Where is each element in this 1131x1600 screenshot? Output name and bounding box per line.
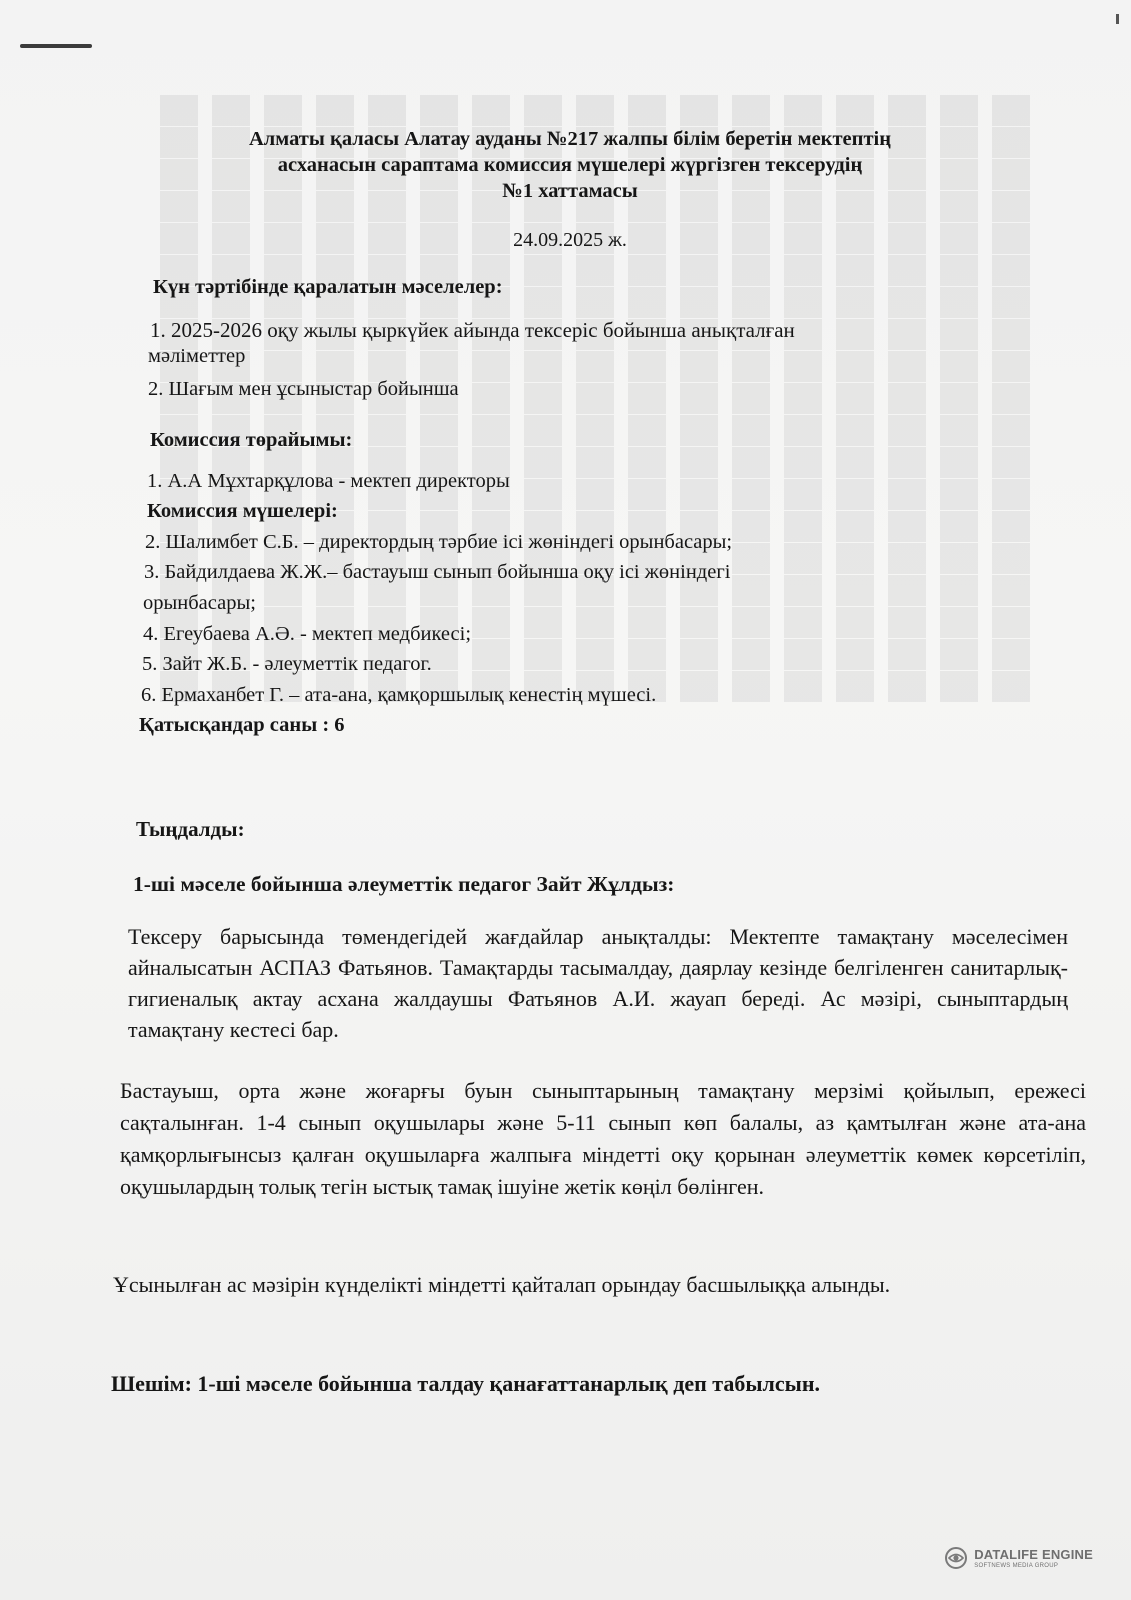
paper-edge-dot	[1116, 14, 1119, 24]
chair-entry: 1. А.А Мұхтарқұлова - мектеп директоры	[147, 470, 510, 492]
member-entry-2: 2. Шалимбет С.Б. – директордың тәрбие ісі жөніндегі орынбасары;	[145, 531, 733, 553]
document-date: 24.09.2025 ж.	[513, 229, 627, 251]
hearing-paragraph-3: Ұсынылған ас мәзірін күнделікті міндетті қайталап орындау басшылыққа алынды.	[113, 1272, 891, 1297]
hearing-paragraph-1: Тексеру барысында төмендегідей жағдайлар анықталды: Мектепте тамақтану мәселесімен айналысатын АСПАЗ Фатьянов. Тамақтарды тасымалдау, даярлау кезінде белгіленген санитарлық-гигиеналық актау асхана жалдаушы Фатьянов А.И. жауап береді. Ас мәзірі, сыныптардың тамақтану кестесі бар.	[128, 924, 1068, 1042]
decision: Шешім: 1-ші мәселе бойынша талдау қанағаттанарлық деп табылсын.	[111, 1371, 821, 1396]
site-watermark	[944, 1546, 1093, 1570]
attendance-count: Қатысқандар саны : 6	[139, 714, 345, 736]
watermark-subtitle: SOFTNEWS MEDIA GROUP	[974, 1562, 1059, 1569]
datalife-logo-icon	[944, 1546, 968, 1570]
title-line-2: асханасын сараптама комиссия мүшелері жүргізген тексерудің	[277, 154, 863, 176]
hearing-heading: Тыңдалды:	[136, 817, 245, 841]
members-heading: Комиссия мүшелері:	[147, 500, 338, 522]
member-entry-3-line-2: орынбасары;	[143, 592, 256, 614]
hearing-subheading: 1-ші мәселе бойынша әлеуметтік педагог Зайт Жұлдыз:	[133, 872, 675, 896]
member-entry-4: 4. Егеубаева А.Ә. - мектеп медбикесі;	[143, 623, 472, 645]
agenda-item-1-line-1: 1. 2025-2026 оқу жылы қыркүйек айында тексеріс бойынша анықталған	[150, 318, 795, 342]
title-line-1: Алматы қаласы Алатау ауданы №217 жалпы білім беретін мектептің	[248, 128, 892, 150]
agenda-item-1-line-2: мәліметтер	[148, 345, 246, 367]
chair-heading: Комиссия төрайымы:	[150, 429, 353, 451]
member-entry-6: 6. Ермаханбет Г. – ата-ана, қамқоршылық кенестің мүшесі.	[141, 684, 657, 706]
member-entry-3-line-1: 3. Байдилдаева Ж.Ж.– бастауыш сынып бойынша оқу ісі жөніндегі	[144, 561, 731, 583]
agenda-heading: Күн тәртібінде қаралатын мәселелер:	[153, 276, 503, 298]
member-entry-5: 5. Зайт Ж.Б. - әлеуметтік педагог.	[142, 653, 432, 675]
paper-edge-mark	[20, 44, 92, 48]
title-line-3: №1 хаттамасы	[502, 180, 638, 202]
document-title	[150, 126, 990, 204]
agenda-item-2: 2. Шағым мен ұсыныстар бойынша	[148, 378, 459, 400]
hearing-paragraph-2: Бастауыш, орта және жоғарғы буын сыныптарының тамақтану мерзімі қойылып, ережесі сақталынған. 1-4 сынып оқушылары және 5-11 сынып көп балалы, аз қамтылған және ата-ана қамқорлығынсыз қалған оқушыларға жалпыға міндетті оқу қорынан әлеуметтік көмек көрсетіліп, оқушылардың толық тегін ыстық тамақ ішуіне жетік көңіл бөлінген.	[120, 1078, 1086, 1199]
watermark-title: DATALIFE ENGINE	[974, 1546, 1093, 1562]
